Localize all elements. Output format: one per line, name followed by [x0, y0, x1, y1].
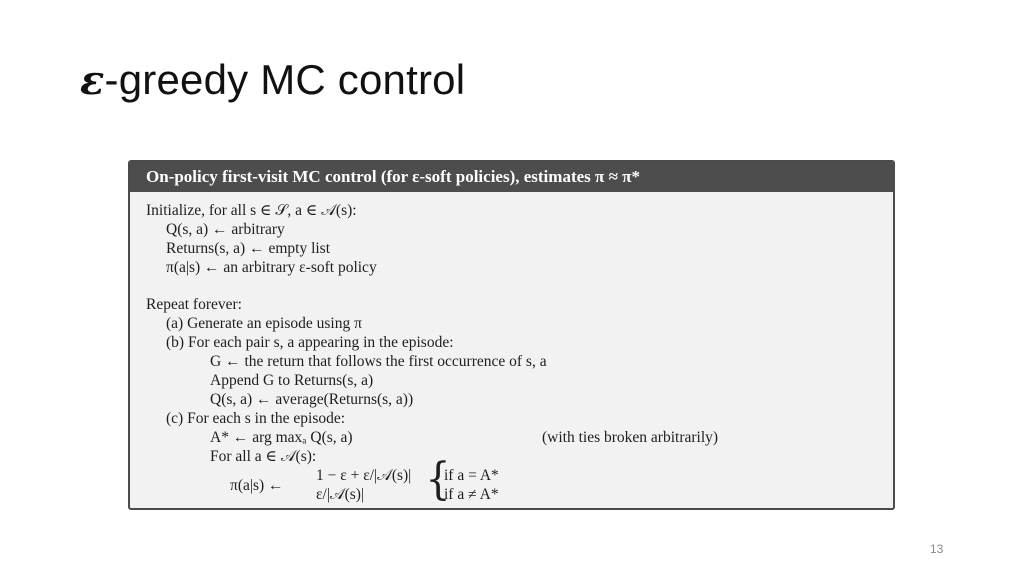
returns-init-line: Returns(s, a) ← empty list [166, 240, 331, 257]
case2-value: ε/|𝒜(s)| [316, 486, 365, 503]
append-line: Append G to Returns(s, a) [210, 372, 374, 389]
q-update-line: Q(s, a) ← average(Returns(s, a)) [210, 391, 414, 408]
cases-brace-icon: { [425, 454, 451, 505]
case1-value: 1 − ε + ε/|𝒜(s)| [316, 467, 412, 484]
repeat-line: Repeat forever: [146, 296, 242, 313]
ties-note: (with ties broken arbitrarily) [542, 429, 719, 446]
init-line: Initialize, for all s ∈ 𝒮, a ∈ 𝒜(s): [146, 202, 357, 219]
algorithm-body [130, 192, 893, 510]
case2-condition: if a ≠ A* [444, 486, 499, 503]
algorithm-header: On-policy first-visit MC control (for ε-soft policies), estimates π ≈ π* [130, 162, 893, 192]
step-a-line: (a) Generate an episode using π [166, 315, 362, 332]
q-init-line: Q(s, a) ← arbitrary [166, 221, 285, 238]
for-all-a-line: For all a ∈ 𝒜(s): [210, 448, 317, 465]
g-assign-line: G ← the return that follows the first occurrence of s, a [210, 353, 547, 370]
step-c-line: (c) For each s in the episode: [166, 410, 346, 427]
slide-title-text: -greedy MC control [104, 56, 466, 103]
argmax-line: A* ← arg maxₐ Q(s, a) [210, 429, 353, 446]
pi-update-lhs: π(a|s) ← [230, 477, 284, 494]
algorithm-box [128, 160, 895, 510]
page-number: 13 [930, 542, 944, 556]
epsilon-symbol: ε [80, 57, 105, 104]
slide-title [80, 56, 465, 104]
step-b-line: (b) For each pair s, a appearing in the episode: [166, 334, 454, 351]
case1-condition: if a = A* [444, 467, 499, 484]
pi-init-line: π(a|s) ← an arbitrary ε-soft policy [166, 259, 377, 276]
